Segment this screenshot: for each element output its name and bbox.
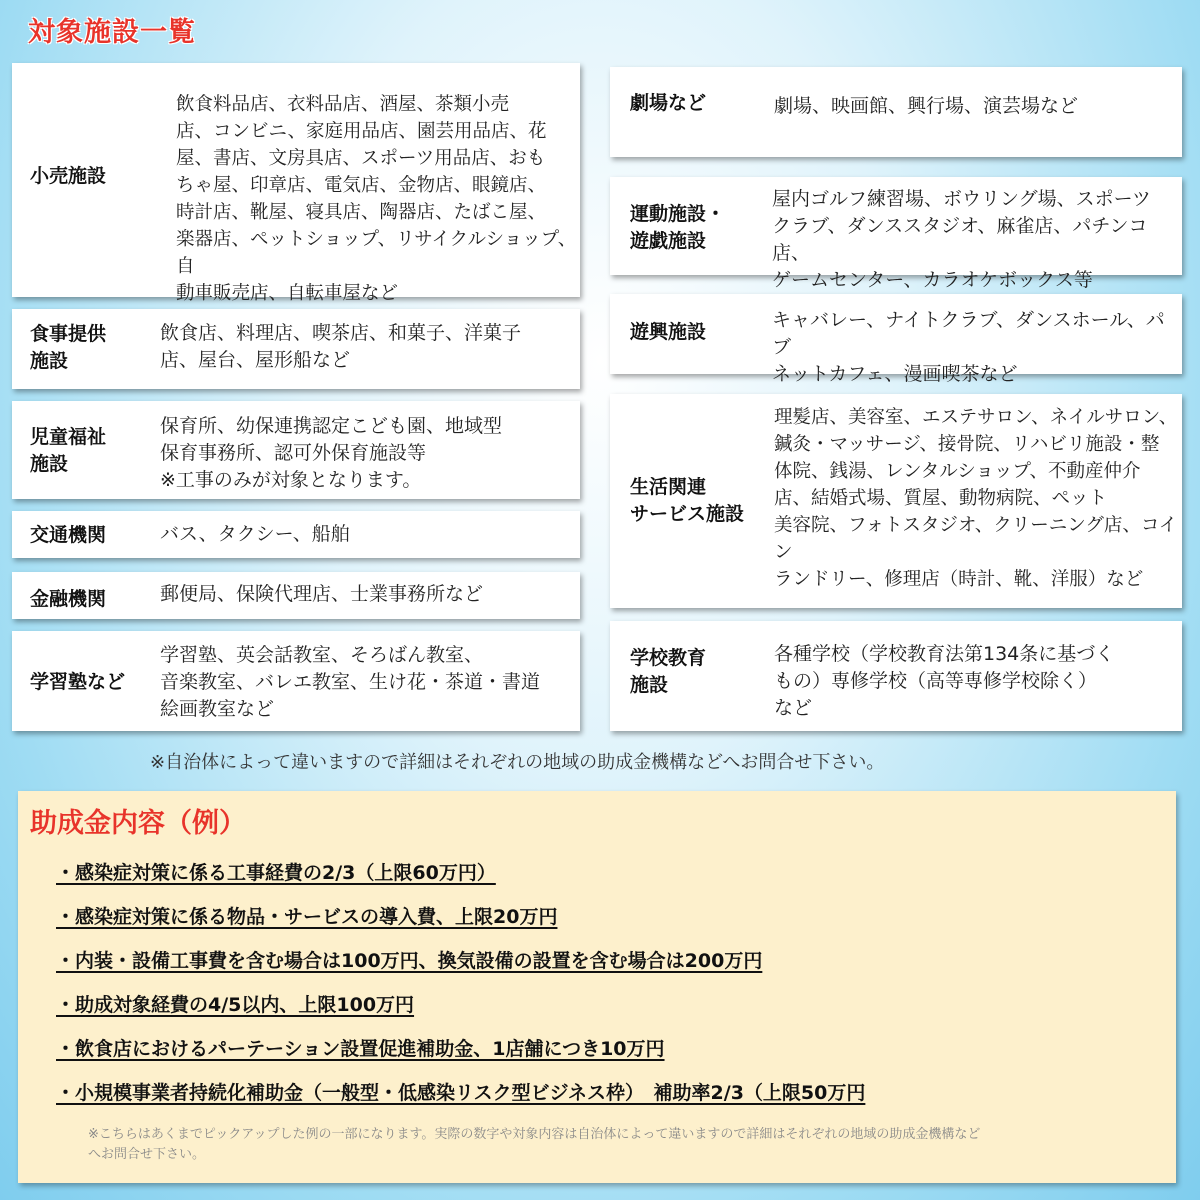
facility-card-school [610,621,1182,731]
page-title: 対象施設一覧 [28,17,196,48]
inquiry-note: ※自治体によって違いますので詳細はそれぞれの地域の助成金機構などへお問合せ下さい。 [150,752,885,773]
subsidy-item: ・内装・設備工事費を含む場合は100万円、換気設備の設置を含む場合は200万円 [56,950,763,972]
facility-label: 学校教育 施設 [630,647,707,696]
facility-card-food [12,309,580,389]
facility-label: 学習塾など [30,671,126,693]
facility-desc: 各種学校（学校教育法第134条に基づく もの）専修学校（高等専修学校除く） など [774,643,1115,719]
facility-card-retail [12,63,580,304]
facility-desc: 劇場、映画館、興行場、演芸場など [774,95,1079,117]
facility-card-lifestyle [610,394,1182,608]
facility-card-entertainment [610,294,1182,385]
facility-desc: 学習塾、英会話教室、そろばん教室、 音楽教室、バレエ教室、生け花・茶道・書道 絵画教室など [160,644,541,720]
facility-desc: 保育所、幼保連携認定こども園、地域型 保育事務所、認可外保育施設等 ※工事のみが対象となります。 [160,415,503,491]
subsidy-item: ・感染症対策に係る物品・サービスの導入費、上限20万円 [56,906,558,928]
facility-label: 食事提供 施設 [30,323,107,372]
facility-card-childcare [12,401,580,499]
subsidy-item: ・飲食店におけるパーテーション設置促進補助金、1店舗につき10万円 [56,1038,665,1060]
facility-label: 交通機関 [30,524,107,546]
facility-card-finance [12,572,580,619]
facility-label: 児童福祉 施設 [30,426,107,475]
facility-desc: キャバレー、ナイトクラブ、ダンスホール、パブ ネットカフェ、漫画喫茶など [772,309,1165,385]
subsidy-item: ・感染症対策に係る工事経費の2/3（上限60万円） [56,862,496,884]
subsidy-footnote: ※こちらはあくまでピックアップした例の一部になります。実際の数字や対象内容は自治体によって違いますので詳細はそれぞれの地域の助成金機構など へお問合せ下さい。 [88,1127,981,1162]
facility-card-theater [610,67,1182,157]
subsidy-item: ・助成対象経費の4/5以内、上限100万円 [56,994,415,1016]
facility-label: 運動施設・ 遊戯施設 [630,203,726,252]
facility-desc: 郵便局、保険代理店、士業事務所など [160,583,484,605]
facility-desc: バス、タクシー、船舶 [160,523,350,545]
subsidy-title: 助成金内容（例） [30,808,246,839]
facility-label: 生活関連 サービス施設 [630,476,745,525]
facility-card-transport [12,511,580,558]
facility-label: 金融機関 [30,588,107,610]
facility-card-school-cram [12,631,580,731]
facility-desc: 理髪店、美容室、エステサロン、ネイルサロン、 鍼灸・マッサージ、接骨院、リハビリ施設・整 体院、銭湯、レンタルショップ、不動産仲介 店、結婚式場、質屋、動物病院、ペット 美容院、フォトスタジオ、クリーニング店、コイン ランドリー、修理店（時計、靴、洋服）など [774,407,1178,590]
facility-desc: 屋内ゴルフ練習場、ボウリング場、スポーツ クラブ、ダンススタジオ、麻雀店、パチンコ店、 ゲームセンター、カラオケボックス等 [772,188,1151,291]
facility-label: 小売施設 [30,165,107,187]
facility-desc: 飲食料品店、衣料品店、酒屋、茶類小売 店、コンビニ、家庭用品店、園芸用品店、花 屋、書店、文房具店、スポーツ用品店、おも ちゃ屋、印章店、電気店、金物店、眼鏡店、 時計店、靴屋、寝具店、陶器店、たばこ屋、 楽器店、ペットショップ、リサイクルショップ、自 動車販売店、自転車屋など [176,94,577,304]
facility-label: 劇場など [630,92,707,114]
facility-label: 遊興施設 [630,321,707,343]
subsidy-item: ・小規模事業者持続化補助金（一般型・低感染リスク型ビジネス枠） 補助率2/3（上限50万円 [56,1082,866,1104]
facility-card-sports [610,177,1182,291]
facility-desc: 飲食店、料理店、喫茶店、和菓子、洋菓子 店、屋台、屋形船など [160,322,522,371]
subsidy-panel [18,791,1176,1183]
